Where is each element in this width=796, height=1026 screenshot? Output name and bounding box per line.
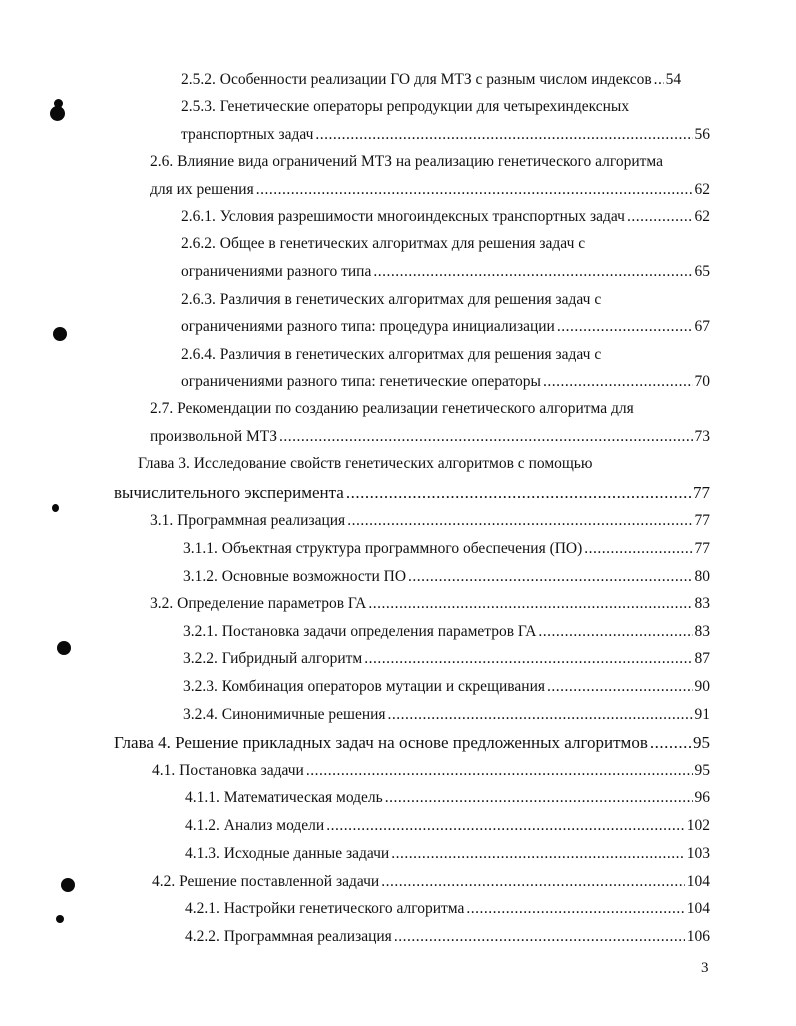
toc-entry	[185, 816, 710, 836]
toc-entry	[183, 677, 710, 697]
toc-entry-page: 91	[694, 706, 710, 723]
toc-entry-title: ограничениями разного типа: генетические операторы	[181, 373, 541, 390]
toc-entry-page: 102	[686, 817, 710, 834]
dot-leader	[547, 677, 692, 697]
dot-leader	[373, 262, 692, 282]
toc-entry-title: 4.2. Решение поставленной задачи	[152, 873, 380, 890]
dot-leader	[315, 125, 692, 145]
toc-entry-page: 103	[686, 845, 710, 862]
dot-leader	[256, 180, 693, 200]
toc-entry-title: вычислительного эксперимента	[114, 483, 344, 502]
toc-entry-title: 3.2.3. Комбинация операторов мутации и скрещивания	[183, 678, 546, 695]
toc-entry-page: 104	[686, 873, 710, 890]
dot-leader	[408, 567, 692, 587]
toc-entry	[181, 317, 710, 337]
toc-entry-title: 2.5.2. Особенности реализации ГО для МТЗ с разным числом индексов	[181, 71, 652, 88]
dot-leader	[391, 844, 685, 864]
toc-entry-page: 62	[694, 208, 710, 225]
dot-leader	[326, 816, 685, 836]
toc-entry-title: 3.1. Программная реализация	[150, 512, 346, 529]
toc-entry-title: Глава 4. Решение прикладных задач на основе предложенных алгоритмов	[114, 733, 648, 752]
toc-entry-page: 83	[694, 623, 710, 640]
toc-entry	[181, 372, 710, 392]
toc-entry-page: 90	[694, 678, 710, 695]
toc-entry	[181, 125, 710, 145]
toc-entry-title: 2.6. Влияние вида ограничений МТЗ на реализацию генетического алгоритма	[150, 153, 664, 170]
dot-leader	[627, 207, 693, 227]
punch-hole	[56, 915, 64, 923]
toc-entry-title: 4.1.2. Анализ модели	[185, 817, 325, 834]
dot-leader	[279, 427, 692, 447]
toc-entry-title: 2.6.4. Различия в генетических алгоритмах для решения задач с	[181, 346, 602, 363]
toc-entry-page: 54	[665, 71, 682, 88]
toc-entry	[183, 567, 710, 587]
dot-leader	[394, 927, 685, 947]
toc-entry	[183, 649, 710, 669]
toc-entry	[185, 844, 710, 864]
toc-entry-page: 70	[694, 373, 710, 390]
toc-entry-title: 2.6.3. Различия в генетических алгоритмах для решения задач с	[181, 291, 602, 308]
punch-hole	[57, 641, 71, 655]
dot-leader	[385, 788, 693, 808]
toc-entry	[150, 180, 710, 200]
toc-entry-title: 3.2.2. Гибридный алгоритм	[183, 650, 363, 667]
dot-leader	[584, 539, 692, 559]
dot-leader	[347, 511, 692, 531]
toc-entry-page: 95	[694, 762, 710, 779]
dot-leader	[538, 622, 692, 642]
dot-leader	[466, 899, 684, 919]
toc-entry-page: 104	[686, 900, 710, 917]
dot-leader	[388, 705, 693, 725]
toc-entry-page: 83	[694, 595, 710, 612]
dot-leader	[557, 317, 693, 337]
toc-entry-title: транспортных задач	[181, 126, 314, 143]
toc-entry-title: ограничениями разного типа: процедура инициализации	[181, 318, 555, 335]
toc-entry	[185, 927, 710, 947]
toc-entry	[183, 622, 710, 642]
toc-entry	[152, 872, 710, 892]
dot-leader	[381, 872, 685, 892]
toc-entry-title: для их решения	[150, 181, 254, 198]
toc-entry	[181, 207, 710, 227]
toc-entry	[181, 262, 710, 282]
toc-entry-page: 96	[694, 789, 710, 806]
toc-entry-page: 87	[694, 650, 710, 667]
toc-entry-title: 2.7. Рекомендации по созданию реализации генетического алгоритма для	[150, 400, 634, 417]
toc-entry-title: 4.2.2. Программная реализация	[185, 928, 392, 945]
toc-entry-title: 3.2.1. Постановка задачи определения параметров ГА	[183, 623, 537, 640]
dot-leader	[346, 483, 691, 503]
toc-entry-title: 3.1.2. Основные возможности ПО	[183, 568, 407, 585]
toc-entry-title: 2.6.1. Условия разрешимости многоиндексных транспортных задач	[181, 208, 625, 225]
toc-entry	[183, 705, 710, 725]
toc-entry	[183, 539, 710, 559]
punch-hole	[53, 327, 67, 341]
toc-entry	[114, 733, 710, 753]
toc-entry-page: 77	[693, 483, 710, 502]
toc-entry	[114, 483, 710, 503]
punch-hole	[52, 504, 59, 512]
dot-leader	[306, 761, 693, 781]
toc-entry-page: 56	[694, 126, 710, 143]
toc-entry-page: 73	[694, 428, 710, 445]
dot-leader	[543, 372, 693, 392]
toc-entry-title: произвольной МТЗ	[150, 428, 278, 445]
toc-entry-page: 106	[686, 928, 710, 945]
toc-entry-title: 4.2.1. Настройки генетического алгоритма	[185, 900, 465, 917]
toc-entry	[150, 427, 710, 447]
page-number: 3	[701, 960, 709, 976]
toc-entry-title: 4.1.3. Исходные данные задачи	[185, 845, 390, 862]
toc-entry-page: 67	[694, 318, 710, 335]
punch-hole	[50, 106, 65, 121]
toc-entry	[185, 899, 710, 919]
toc-chapter-title: Глава 3. Исследование свойств генетических алгоритмов с помощью	[138, 455, 593, 472]
toc-entry-title: 3.1.1. Объектная структура программного обеспечения (ПО)	[183, 540, 583, 557]
toc-entry	[152, 761, 710, 781]
toc-entry-page: 77	[694, 540, 710, 557]
toc-entry-title: 2.6.2. Общее в генетических алгоритмах для решения задач с	[181, 235, 586, 252]
toc-entry-title: 3.2. Определение параметров ГА	[150, 595, 367, 612]
toc-entry-title: 4.1. Постановка задачи	[152, 762, 304, 779]
toc-entry	[181, 70, 710, 90]
dot-leader	[650, 733, 691, 753]
toc-entry	[150, 511, 710, 531]
toc-entry-title: 2.5.3. Генетические операторы репродукции для четырехиндексных	[181, 98, 630, 115]
dot-leader	[368, 594, 692, 614]
punch-hole	[61, 878, 75, 892]
toc-entry-page: 77	[694, 512, 710, 529]
toc-entry-page: 80	[694, 568, 710, 585]
dot-leader	[364, 649, 692, 669]
toc-entry-page: 62	[694, 181, 710, 198]
toc-entry	[185, 788, 710, 808]
toc-entry-title: 4.1.1. Математическая модель	[185, 789, 383, 806]
toc-entry-page: 95	[693, 733, 710, 752]
toc-entry-title: ограничениями разного типа	[181, 263, 372, 280]
dot-leader	[654, 70, 664, 90]
toc-entry	[150, 594, 710, 614]
toc-entry-page: 65	[694, 263, 710, 280]
toc-entry-title: 3.2.4. Синонимичные решения	[183, 706, 386, 723]
